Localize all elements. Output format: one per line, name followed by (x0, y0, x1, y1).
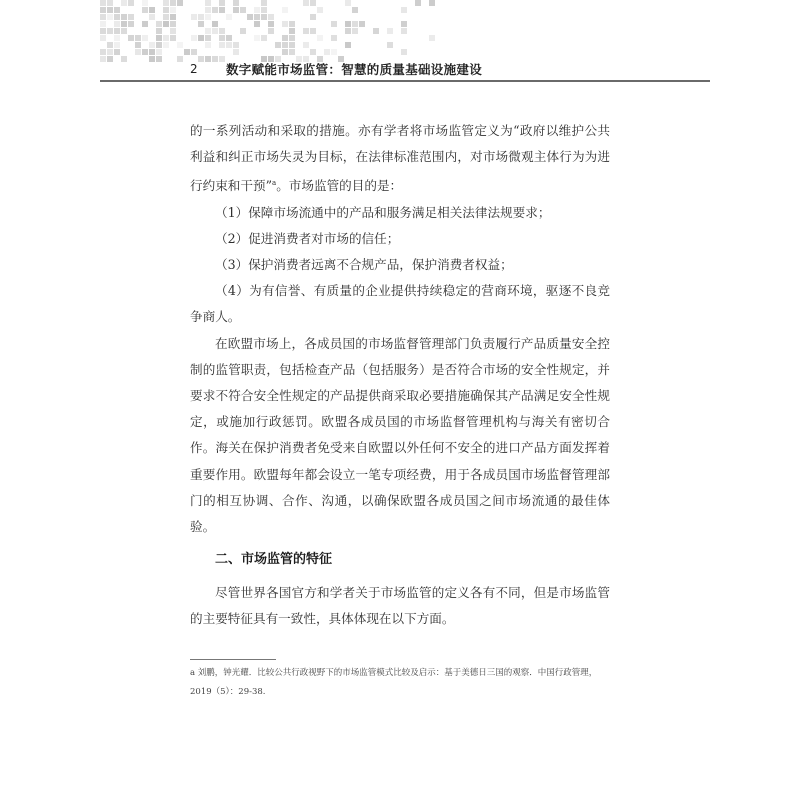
mosaic-tile (331, 21, 337, 27)
mosaic-tile (100, 35, 106, 41)
mosaic-tile (177, 42, 183, 48)
mosaic-tile (268, 21, 274, 27)
mosaic-tile (352, 21, 358, 27)
mosaic-tile (177, 0, 183, 6)
list-item-4: （4）为有信誉、有质量的企业提供持续稳定的营商环境，驱逐不良竞争商人。 (190, 283, 610, 325)
mosaic-tile (254, 35, 260, 41)
mosaic-tile (100, 56, 106, 62)
mosaic-tile (331, 35, 337, 41)
mosaic-tile (170, 14, 176, 20)
mosaic-tile (100, 14, 106, 20)
mosaic-tile (282, 42, 288, 48)
mosaic-tile (387, 28, 393, 34)
mosaic-tile (310, 0, 316, 6)
mosaic-tile (170, 21, 176, 27)
mosaic-tile (254, 7, 260, 13)
mosaic-tile (310, 49, 316, 55)
mosaic-tile (219, 28, 225, 34)
mosaic-tile (261, 14, 267, 20)
mosaic-tile (149, 56, 155, 62)
mosaic-tile (107, 0, 113, 6)
mosaic-tile (198, 14, 204, 20)
mosaic-tile (205, 42, 211, 48)
mosaic-tile (156, 56, 162, 62)
footnote: a 刘鹏，钟光耀．比较公共行政视野下的市场监管模式比较及启示：基于美德日三国的观察．中国行政管理，2019（5）：29-38. (190, 668, 598, 697)
mosaic-tile (345, 0, 351, 6)
footnote-rule (190, 659, 276, 660)
mosaic-tile (121, 28, 127, 34)
paragraph-characteristics: 尽管世界各国官方和学者关于市场监管的定义各有不同，但是市场监管的主要特征具有一致性，具体体现在以下方面。 (190, 585, 610, 627)
mosaic-tile (114, 28, 120, 34)
mosaic-tile (310, 28, 316, 34)
mosaic-tile (212, 28, 218, 34)
mosaic-tile (282, 7, 288, 13)
mosaic-tile (177, 56, 183, 62)
section-heading: 二、市场监管的特征 (215, 552, 333, 568)
mosaic-tile (142, 7, 148, 13)
mosaic-tile (401, 21, 407, 27)
mosaic-tile (205, 28, 211, 34)
mosaic-tile (205, 14, 211, 20)
mosaic-tile (401, 7, 407, 13)
mosaic-tile (128, 14, 134, 20)
list-item-2: （2）促进消费者对市场的信任； (215, 230, 400, 246)
mosaic-tile (170, 35, 176, 41)
mosaic-tile (149, 7, 155, 13)
mosaic-tile (303, 42, 309, 48)
mosaic-tile (128, 35, 134, 41)
mosaic-tile (401, 28, 407, 34)
list-item-3: （3）保护消费者远离不合规产品，保护消费者权益； (215, 257, 513, 273)
mosaic-tile (114, 7, 120, 13)
mosaic-tile (156, 42, 162, 48)
mosaic-tile (233, 42, 239, 48)
mosaic-tile (261, 0, 267, 6)
mosaic-tile (261, 35, 267, 41)
mosaic-tile (142, 0, 148, 6)
mosaic-tile (254, 14, 260, 20)
mosaic-tile (387, 42, 393, 48)
mosaic-tile (240, 28, 246, 34)
mosaic-tile (142, 35, 148, 41)
mosaic-tile (282, 49, 288, 55)
paragraph-eu-market: 在欧盟市场上，各成员国的市场监督管理部门负责履行产品质量安全控制的监管职责，包括检查产品（包括服务）是否符合市场的安全性规定，并要求不符合安全性规定的产品提供商采取必要措施确保其产品满足安全性规定，或施加行政惩罚。欧盟各成员国的市场监督管理机构与海关有密切合作。海关在保护消费者免受来自欧盟以外任何不安全的进口产品方面发挥着重要作用。欧盟每年都会设立一笔专项经费，用于各成员国市场监督管理部门的相互协调、合作、沟通，以确保欧盟各成员国之间市场流通的最佳体验。 (190, 335, 610, 535)
mosaic-tile (254, 21, 260, 27)
mosaic-tile (114, 49, 120, 55)
mosaic-tile (324, 49, 330, 55)
mosaic-tile (212, 21, 218, 27)
mosaic-tile (303, 28, 309, 34)
mosaic-tile (191, 14, 197, 20)
mosaic-tile (170, 7, 176, 13)
mosaic-tile (345, 28, 351, 34)
mosaic-tile (282, 21, 288, 27)
mosaic-tile (121, 0, 127, 6)
mosaic-tile (317, 35, 323, 41)
mosaic-tile (184, 49, 190, 55)
mosaic-tile (142, 49, 148, 55)
mosaic-tile (289, 35, 295, 41)
mosaic-tile (345, 21, 351, 27)
mosaic-tile (121, 56, 127, 62)
mosaic-tile (226, 42, 232, 48)
mosaic-tile (240, 7, 246, 13)
mosaic-tile (247, 14, 253, 20)
mosaic-tile (163, 35, 169, 41)
mosaic-tile (156, 21, 162, 27)
mosaic-tile (128, 0, 134, 6)
mosaic-tile (268, 14, 274, 20)
mosaic-tile (107, 28, 113, 34)
mosaic-tile (128, 21, 134, 27)
mosaic-tile (429, 0, 435, 6)
mosaic-tile (219, 7, 225, 13)
mosaic-tile (268, 28, 274, 34)
mosaic-tile (135, 35, 141, 41)
running-title: 数字赋能市场监管：智慧的质量基础设施建设 (226, 62, 483, 77)
mosaic-tile (275, 42, 281, 48)
body-text (190, 118, 610, 633)
mosaic-tile (289, 42, 295, 48)
mosaic-tile (149, 42, 155, 48)
mosaic-tile (415, 0, 421, 6)
mosaic-tile (135, 49, 141, 55)
mosaic-tile (233, 0, 239, 6)
mosaic-tile (205, 35, 211, 41)
mosaic-tile (163, 14, 169, 20)
mosaic-tile (107, 7, 113, 13)
mosaic-tile (100, 0, 106, 6)
mosaic-tile (170, 0, 176, 6)
mosaic-tile (191, 49, 197, 55)
mosaic-tile (107, 49, 113, 55)
mosaic-tile (289, 21, 295, 27)
mosaic-tile (100, 28, 106, 34)
mosaic-tile (212, 7, 218, 13)
mosaic-tile (352, 7, 358, 13)
header-rule (100, 80, 710, 82)
mosaic-tile (303, 0, 309, 6)
mosaic-tile (156, 49, 162, 55)
mosaic-tile (107, 56, 113, 62)
mosaic-tile (163, 0, 169, 6)
mosaic-tile (156, 28, 162, 34)
mosaic-tile (142, 21, 148, 27)
mosaic-tile (149, 14, 155, 20)
mosaic-tile (345, 42, 351, 48)
mosaic-tile (107, 42, 113, 48)
mosaic-tile (149, 49, 155, 55)
mosaic-tile (114, 35, 120, 41)
mosaic-tile (205, 0, 211, 6)
mosaic-tile (121, 21, 127, 27)
mosaic-tile (359, 21, 365, 27)
mosaic-tile (100, 21, 106, 27)
mosaic-tile (163, 21, 169, 27)
mosaic-tile (352, 28, 358, 34)
paragraph-definition-text: 的一系列活动和采取的措施。亦有学者将市场监管定义为“政府以维护公共利益和纠正市场失灵为目标，在法律标准范围内，对市场微观主体行为为进行约束和干预” (190, 123, 610, 194)
mosaic-tile (282, 35, 288, 41)
mosaic-tile (114, 21, 120, 27)
footnote-marker: a (272, 179, 277, 188)
mosaic-tile (219, 42, 225, 48)
mosaic-tile (219, 35, 225, 41)
mosaic-tile (156, 35, 162, 41)
mosaic-tile (261, 7, 267, 13)
mosaic-tile (233, 7, 239, 13)
paragraph-definition-tail: 。市场监管的目的是： (276, 178, 403, 194)
mosaic-tile (289, 49, 295, 55)
mosaic-tile (198, 35, 204, 41)
mosaic-tile (205, 7, 211, 13)
mosaic-tile (289, 28, 295, 34)
mosaic-tile (100, 7, 106, 13)
mosaic-tile (233, 49, 239, 55)
mosaic-tile (310, 14, 316, 20)
mosaic-tile (121, 14, 127, 20)
mosaic-tile (163, 42, 169, 48)
mosaic-tile (107, 14, 113, 20)
paragraph-definition (190, 118, 610, 200)
mosaic-tile (198, 21, 204, 27)
mosaic-tile (114, 14, 120, 20)
mosaic-tile (100, 49, 106, 55)
running-header (190, 60, 482, 78)
mosaic-tile (317, 7, 323, 13)
mosaic-tile (373, 28, 379, 34)
header-pixel-mosaic-decoration (100, 0, 440, 62)
mosaic-tile (226, 35, 232, 41)
page-number: 2 (190, 62, 198, 76)
list-item-1: （1）保障市场流通中的产品和服务满足相关法律法规要求； (215, 204, 551, 220)
mosaic-tile (429, 35, 435, 41)
mosaic-tile (226, 14, 232, 20)
mosaic-tile (114, 42, 120, 48)
mosaic-tile (331, 49, 337, 55)
mosaic-tile (191, 35, 197, 41)
mosaic-tile (219, 0, 225, 6)
mosaic-tile (163, 7, 169, 13)
mosaic-tile (401, 49, 407, 55)
mosaic-tile (170, 28, 176, 34)
mosaic-tile (135, 42, 141, 48)
